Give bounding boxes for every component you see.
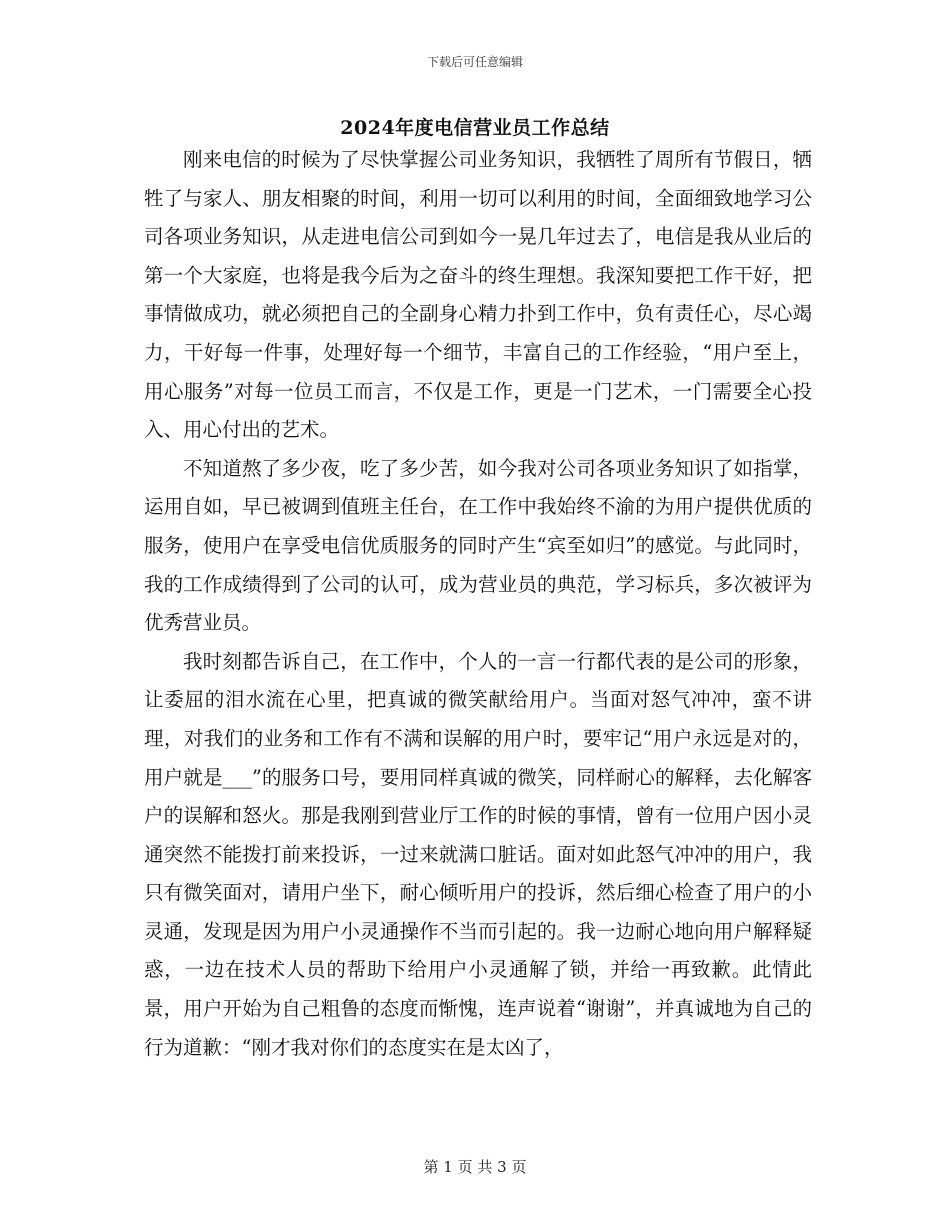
paragraph-1: 刚来电信的时候为了尽快掌握公司业务知识，我牺牲了周所有节假日，牺牲了与家人、朋友相聚的时间，利用一切可以利用的时间，全面细致地学习公司各项业务知识，从走进电信公司到如今一晃几年过去了，电信是我从业后的第一个大家庭，也将是我今后为之奋斗的终生理想。我深知要把工作干好，把事情做成功，就必须把自己的全副身心精力扑到工作中，负有责任心，尽心竭力，干好每一件事，处理好每一个细节，丰富自己的工作经验，“用户至上，用心服务”对每一位员工而言，不仅是工作，更是一门艺术，一门需要全心投入、用心付出的艺术。 [144, 148, 812, 442]
paragraph-2: 不知道熬了多少夜，吃了多少苦，如今我对公司各项业务知识了如指掌，运用自如，早已被调到值班主任台，在工作中我始终不渝的为用户提供优质的服务，使用户在享受电信优质服务的同时产生“宾至如归”的感觉。与此同时，我的工作成绩得到了公司的认可，成为营业员的典范，学习标兵，多次被评为优秀营业员。 [144, 456, 812, 635]
page-number: 第 1 页 共 3 页 [423, 1158, 527, 1176]
page-header-note: 下载后可任意编辑 [426, 55, 523, 69]
paragraph-3: 我时刻都告诉自己，在工作中，个人的一言一行都代表的是公司的形象，让委屈的泪水流在心里，把真诚的微笑献给用户。当面对怒气冲冲，蛮不讲理，对我们的业务和工作有不满和误解的用户时，要牢记“用户永远是对的，用户就是___”的服务口号，要用同样真诚的微笑，同样耐心的解释，去化解客户的误解和怒火。那是我刚到营业厅工作的时候的事情，曾有一位用户因小灵通突然不能拨打前来投诉，一过来就满口脏话。面对如此怒气冲冲的用户，我只有微笑面对，请用户坐下，耐心倾听用户的投诉，然后细心检查了用户的小灵通，发现是因为用户小灵通操作不当而引起的。我一边耐心地向用户解释疑惑，一边在技术人员的帮助下给用户小灵通解了锁，并给一再致歉。此情此景，用户开始为自己粗鲁的态度而惭愧，连声说着“谢谢”，并真诚地为自己的行为道歉：“刚才我对你们的态度实在是太凶了， [144, 649, 812, 1059]
document-title: 2024年度电信营业员工作总结 [340, 117, 610, 139]
document-body [144, 141, 812, 1067]
